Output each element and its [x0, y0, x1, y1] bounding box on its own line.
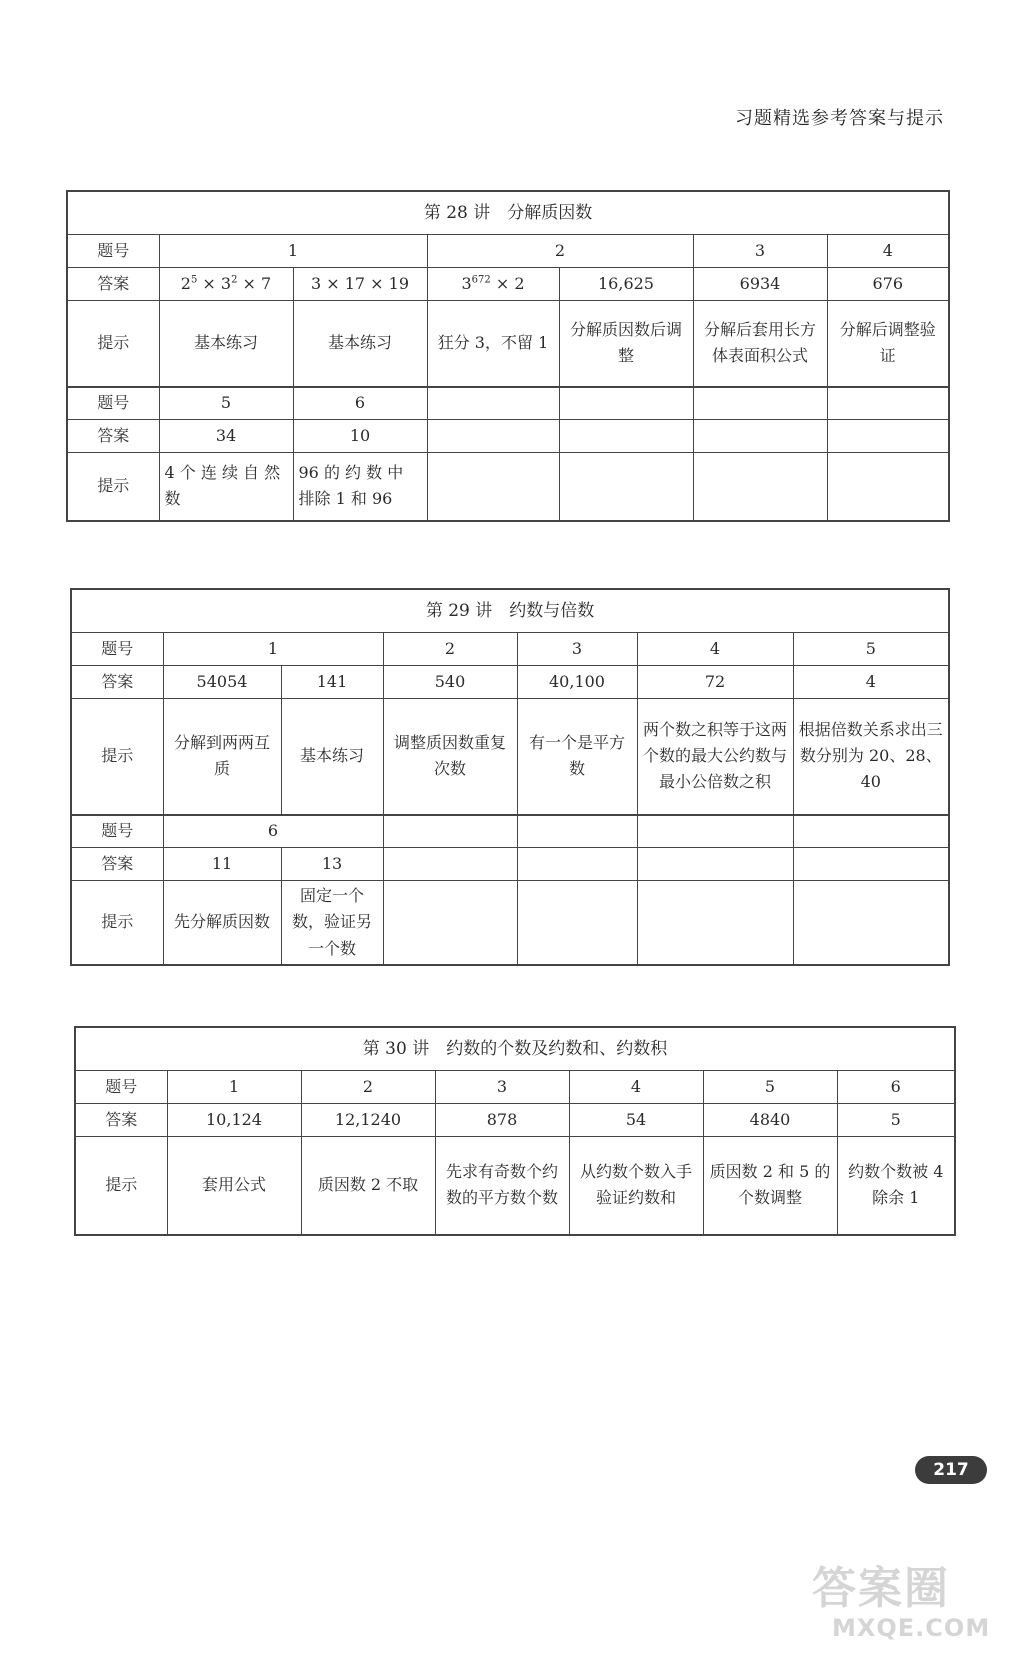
answer-exponent: 672 — [471, 274, 491, 286]
hint-cell: 调整质因数重复次数 — [383, 699, 517, 815]
empty-cell — [693, 453, 827, 521]
answer-cell: 540 — [383, 666, 517, 699]
question-number: 5 — [703, 1071, 837, 1104]
empty-cell — [793, 881, 949, 966]
page-header-title: 习题精选参考答案与提示 — [735, 108, 944, 129]
empty-cell — [827, 420, 949, 453]
answer-base: 3 — [461, 273, 472, 293]
empty-cell — [637, 848, 793, 881]
hint-cell: 基本练习 — [293, 301, 427, 387]
hint-cell: 约数个数被 4 除余 1 — [837, 1137, 955, 1235]
question-number: 1 — [159, 235, 427, 268]
answer-cell: 3 × 17 × 19 — [293, 268, 427, 301]
answer-cell: 72 — [637, 666, 793, 699]
watermark-logo — [812, 1564, 1012, 1650]
hint-cell: 两个数之积等于这两个数的最大公约数与最小公倍数之积 — [637, 699, 793, 815]
empty-cell — [827, 387, 949, 420]
lecture-28-table — [66, 190, 948, 522]
row-label-answer: 答案 — [67, 420, 159, 453]
answer-base: 2 — [180, 273, 191, 293]
question-number: 2 — [427, 235, 693, 268]
hint-cell: 先求有奇数个约数的平方数个数 — [435, 1137, 569, 1235]
question-number: 1 — [167, 1071, 301, 1104]
row-label-question: 题号 — [75, 1071, 167, 1104]
hint-cell: 质因数 2 和 5 的个数调整 — [703, 1137, 837, 1235]
empty-cell — [693, 387, 827, 420]
question-number: 6 — [163, 815, 383, 848]
answer-cell: 5 — [837, 1104, 955, 1137]
answer-cell: 54054 — [163, 666, 281, 699]
hint-cell: 分解后套用长方体表面积公式 — [693, 301, 827, 387]
lecture-28-title: 第 28 讲 分解质因数 — [67, 191, 949, 235]
empty-cell — [517, 881, 637, 966]
answer-cell: 878 — [435, 1104, 569, 1137]
answer-cell — [427, 268, 559, 301]
question-number: 1 — [163, 633, 383, 666]
watermark-domain: MXQE.COM — [832, 1614, 991, 1642]
row-label-question: 题号 — [71, 633, 163, 666]
row-label-hint: 提示 — [67, 301, 159, 387]
answer-cell: 10,124 — [167, 1104, 301, 1137]
answer-cell: 54 — [569, 1104, 703, 1137]
answer-exponent: 5 — [190, 274, 198, 286]
answer-cell: 16,625 — [559, 268, 693, 301]
answer-middle: × 3 — [197, 273, 232, 293]
row-label-answer: 答案 — [71, 848, 163, 881]
answer-cell: 11 — [163, 848, 281, 881]
empty-cell — [383, 848, 517, 881]
hint-cell: 狂分 3，不留 1 — [427, 301, 559, 387]
answer-end: × 2 — [490, 273, 525, 293]
answer-cell: 13 — [281, 848, 383, 881]
row-label-hint: 提示 — [67, 453, 159, 521]
hint-cell: 先分解质因数 — [163, 881, 281, 966]
question-number: 3 — [693, 235, 827, 268]
answer-cell: 4840 — [703, 1104, 837, 1137]
hint-cell: 从约数个数入手验证约数和 — [569, 1137, 703, 1235]
row-label-answer: 答案 — [67, 268, 159, 301]
empty-cell — [793, 815, 949, 848]
question-number: 4 — [569, 1071, 703, 1104]
hint-cell: 分解到两两互质 — [163, 699, 281, 815]
empty-cell — [559, 387, 693, 420]
hint-cell: 基本练习 — [281, 699, 383, 815]
hint-cell: 固定一个数，验证另一个数 — [281, 881, 383, 966]
empty-cell — [559, 453, 693, 521]
page-number-badge: 217 — [915, 1456, 987, 1484]
question-number: 3 — [435, 1071, 569, 1104]
hint-cell: 分解后调整验证 — [827, 301, 949, 387]
lecture-30-title: 第 30 讲 约数的个数及约数和、约数积 — [75, 1027, 955, 1071]
hint-cell: 有一个是平方数 — [517, 699, 637, 815]
hint-cell: 分解质因数后调整 — [559, 301, 693, 387]
answer-end: × 7 — [237, 273, 272, 293]
row-label-hint: 提示 — [75, 1137, 167, 1235]
answer-cell: 6934 — [693, 268, 827, 301]
answer-cell — [159, 268, 293, 301]
hint-cell: 基本练习 — [159, 301, 293, 387]
empty-cell — [693, 420, 827, 453]
row-label-question: 题号 — [71, 815, 163, 848]
hint-cell: 4 个 连 续 自 然数 — [159, 453, 293, 521]
answer-cell: 4 — [793, 666, 949, 699]
answer-cell: 34 — [159, 420, 293, 453]
empty-cell — [559, 420, 693, 453]
empty-cell — [383, 815, 517, 848]
answer-cell: 40,100 — [517, 666, 637, 699]
question-number: 3 — [517, 633, 637, 666]
empty-cell — [517, 848, 637, 881]
empty-cell — [827, 453, 949, 521]
empty-cell — [637, 815, 793, 848]
answer-exponent: 2 — [231, 274, 238, 286]
watermark-text: 答案圈 — [812, 1563, 950, 1614]
row-label-hint: 提示 — [71, 699, 163, 815]
question-number: 2 — [383, 633, 517, 666]
hint-cell: 套用公式 — [167, 1137, 301, 1235]
question-number: 5 — [159, 387, 293, 420]
empty-cell — [383, 881, 517, 966]
question-number: 6 — [293, 387, 427, 420]
answer-cell: 10 — [293, 420, 427, 453]
empty-cell — [793, 848, 949, 881]
question-number: 4 — [637, 633, 793, 666]
answer-cell: 141 — [281, 666, 383, 699]
hint-cell: 质因数 2 不取 — [301, 1137, 435, 1235]
question-number: 2 — [301, 1071, 435, 1104]
row-label-question: 题号 — [67, 387, 159, 420]
row-label-answer: 答案 — [71, 666, 163, 699]
empty-cell — [427, 420, 559, 453]
empty-cell — [427, 387, 559, 420]
hint-cell: 96 的 约 数 中 排除 1 和 96 — [293, 453, 427, 521]
row-label-hint: 提示 — [71, 881, 163, 966]
row-label-question: 题号 — [67, 235, 159, 268]
lecture-29-title: 第 29 讲 约数与倍数 — [71, 589, 949, 633]
question-number: 6 — [837, 1071, 955, 1104]
empty-cell — [517, 815, 637, 848]
hint-cell: 根据倍数关系求出三数分别为 20、28、40 — [793, 699, 949, 815]
empty-cell — [427, 453, 559, 521]
answer-cell: 676 — [827, 268, 949, 301]
empty-cell — [637, 881, 793, 966]
row-label-answer: 答案 — [75, 1104, 167, 1137]
answer-cell: 12,1240 — [301, 1104, 435, 1137]
lecture-30-table — [74, 1026, 954, 1236]
lecture-29-table — [70, 588, 948, 966]
question-number: 4 — [827, 235, 949, 268]
question-number: 5 — [793, 633, 949, 666]
